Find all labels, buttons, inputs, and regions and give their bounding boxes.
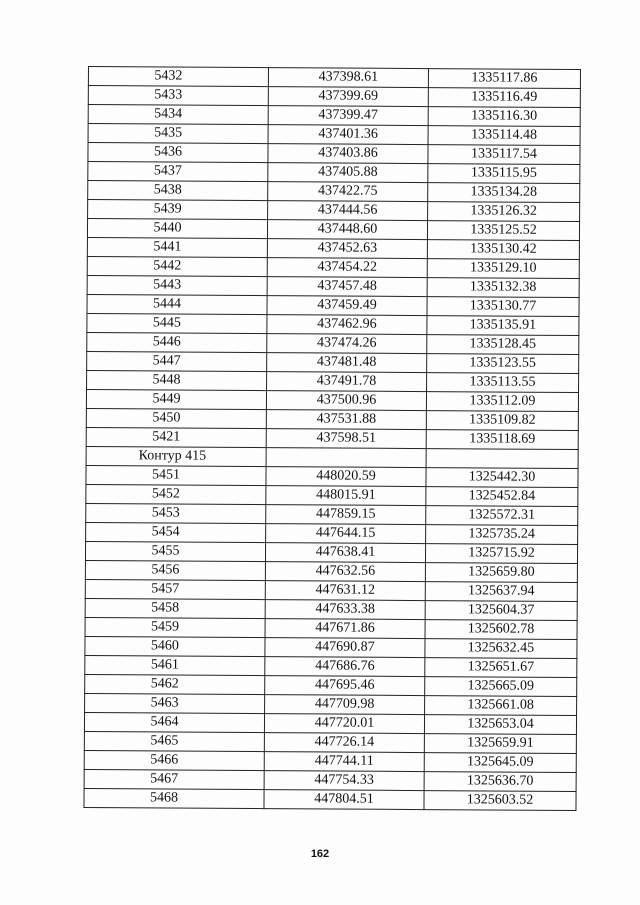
table-row xyxy=(88,86,580,108)
x-coordinate-cell: 437444.56 xyxy=(268,201,428,221)
x-coordinate-cell: 437462.96 xyxy=(267,315,427,335)
point-number-cell: 5434 xyxy=(88,105,268,125)
point-number-cell: 5459 xyxy=(85,617,265,637)
table-row xyxy=(84,750,576,772)
table-row xyxy=(86,484,578,506)
x-coordinate-cell: 447633.38 xyxy=(265,600,425,620)
y-coordinate-cell: 1335114.48 xyxy=(428,126,580,146)
table-row xyxy=(87,332,579,354)
x-coordinate-cell: 447754.33 xyxy=(264,771,424,791)
coordinates-table-body xyxy=(84,67,581,811)
y-coordinate-cell: 1335135.91 xyxy=(427,316,579,336)
contour-label: Контур 415 xyxy=(86,446,266,466)
point-number-cell: 5421 xyxy=(86,427,266,447)
y-coordinate-cell: 1335129.10 xyxy=(427,259,579,279)
y-coordinate-cell: 1325659.91 xyxy=(424,734,576,754)
table-row xyxy=(84,769,576,791)
table-row xyxy=(87,219,579,241)
x-coordinate-cell: 437531.88 xyxy=(266,410,426,430)
x-coordinate-cell: 447804.51 xyxy=(264,790,424,810)
y-coordinate-cell: 1335130.77 xyxy=(427,297,579,317)
x-coordinate-cell: 437481.48 xyxy=(267,353,427,373)
x-coordinate-cell: 447686.76 xyxy=(265,657,425,677)
x-coordinate-cell: 437474.26 xyxy=(267,334,427,354)
table-row xyxy=(88,200,580,222)
y-coordinate-cell: 1335117.86 xyxy=(428,69,580,89)
y-coordinate-cell: 1335130.42 xyxy=(427,240,579,260)
table-row xyxy=(88,67,580,89)
x-coordinate-cell: 437500.96 xyxy=(266,391,426,411)
point-number-cell: 5456 xyxy=(85,560,265,580)
x-coordinate-cell: 447690.87 xyxy=(265,638,425,658)
y-coordinate-cell: 1325604.37 xyxy=(425,601,577,621)
x-coordinate-cell: 447631.12 xyxy=(265,581,425,601)
point-number-cell: 5440 xyxy=(87,219,267,239)
point-number-cell: 5444 xyxy=(87,294,267,314)
table-row xyxy=(85,579,577,601)
y-coordinate-cell: 1325452.84 xyxy=(426,487,578,507)
contour-header-row xyxy=(86,446,578,468)
x-coordinate-cell: 437448.60 xyxy=(267,220,427,240)
y-coordinate-cell: 1335112.09 xyxy=(426,392,578,412)
table-row xyxy=(85,655,577,677)
x-coordinate-cell: 447632.56 xyxy=(265,562,425,582)
empty-cell xyxy=(426,449,578,469)
point-number-cell: 5467 xyxy=(84,769,264,789)
point-number-cell: 5455 xyxy=(85,541,265,561)
point-number-cell: 5439 xyxy=(88,200,268,220)
table-row xyxy=(87,294,579,316)
y-coordinate-cell: 1335109.82 xyxy=(426,411,578,431)
table-row xyxy=(87,351,579,373)
y-coordinate-cell: 1325637.94 xyxy=(425,582,577,602)
x-coordinate-cell: 437405.88 xyxy=(268,163,428,183)
table-row xyxy=(86,503,578,525)
table-row xyxy=(88,181,580,203)
y-coordinate-cell: 1335128.45 xyxy=(427,335,579,355)
point-number-cell: 5460 xyxy=(85,636,265,656)
point-number-cell: 5446 xyxy=(87,332,267,352)
y-coordinate-cell: 1325715.92 xyxy=(425,544,577,564)
table-row xyxy=(88,162,580,184)
point-number-cell: 5457 xyxy=(85,579,265,599)
x-coordinate-cell: 437398.61 xyxy=(268,68,428,88)
x-coordinate-cell: 437457.48 xyxy=(267,277,427,297)
point-number-cell: 5437 xyxy=(88,162,268,182)
x-coordinate-cell: 448015.91 xyxy=(266,486,426,506)
y-coordinate-cell: 1335125.52 xyxy=(427,221,579,241)
y-coordinate-cell: 1325659.80 xyxy=(425,563,577,583)
y-coordinate-cell: 1325645.09 xyxy=(424,753,576,773)
x-coordinate-cell: 437459.49 xyxy=(267,296,427,316)
table-row xyxy=(87,256,579,278)
y-coordinate-cell: 1335123.55 xyxy=(427,354,579,374)
table-row xyxy=(84,712,576,734)
table-row xyxy=(85,636,577,658)
point-number-cell: 5435 xyxy=(88,124,268,144)
x-coordinate-cell: 437452.63 xyxy=(267,239,427,259)
y-coordinate-cell: 1325653.04 xyxy=(424,715,576,735)
y-coordinate-cell: 1335126.32 xyxy=(428,202,580,222)
x-coordinate-cell: 447671.86 xyxy=(265,619,425,639)
point-number-cell: 5438 xyxy=(88,181,268,201)
x-coordinate-cell: 437598.51 xyxy=(266,429,426,449)
table-row xyxy=(87,370,579,392)
y-coordinate-cell: 1325603.52 xyxy=(424,791,576,811)
table-row xyxy=(85,617,577,639)
table-row xyxy=(88,143,580,165)
x-coordinate-cell: 437403.86 xyxy=(268,144,428,164)
x-coordinate-cell: 447720.01 xyxy=(264,714,424,734)
table-row xyxy=(86,427,578,449)
x-coordinate-cell: 447859.15 xyxy=(266,505,426,525)
x-coordinate-cell: 447709.98 xyxy=(265,695,425,715)
y-coordinate-cell: 1325661.08 xyxy=(425,696,577,716)
point-number-cell: 5463 xyxy=(85,693,265,713)
empty-cell xyxy=(266,448,426,468)
table-row xyxy=(87,275,579,297)
x-coordinate-cell: 447638.41 xyxy=(265,543,425,563)
table-row xyxy=(87,237,579,259)
table-row xyxy=(88,124,580,146)
point-number-cell: 5450 xyxy=(86,408,266,428)
y-coordinate-cell: 1325632.45 xyxy=(425,639,577,659)
y-coordinate-cell: 1325442.30 xyxy=(426,468,578,488)
point-number-cell: 5462 xyxy=(85,674,265,694)
table-row xyxy=(85,674,577,696)
x-coordinate-cell: 437491.78 xyxy=(267,372,427,392)
table-row xyxy=(84,788,576,810)
point-number-cell: 5432 xyxy=(88,67,268,87)
table-row xyxy=(85,598,577,620)
table-row xyxy=(85,693,577,715)
table-row xyxy=(85,560,577,582)
point-number-cell: 5449 xyxy=(86,389,266,409)
y-coordinate-cell: 1335118.69 xyxy=(426,430,578,450)
table-row xyxy=(86,465,578,487)
point-number-cell: 5445 xyxy=(87,313,267,333)
point-number-cell: 5453 xyxy=(86,503,266,523)
point-number-cell: 5465 xyxy=(84,731,264,751)
point-number-cell: 5442 xyxy=(87,256,267,276)
point-number-cell: 5443 xyxy=(87,275,267,295)
x-coordinate-cell: 447726.14 xyxy=(264,733,424,753)
y-coordinate-cell: 1335134.28 xyxy=(428,183,580,203)
x-coordinate-cell: 447744.11 xyxy=(264,752,424,772)
point-number-cell: 5436 xyxy=(88,143,268,163)
point-number-cell: 5466 xyxy=(84,750,264,770)
x-coordinate-cell: 437454.22 xyxy=(267,258,427,278)
x-coordinate-cell: 447695.46 xyxy=(265,676,425,696)
x-coordinate-cell: 447644.15 xyxy=(266,524,426,544)
table-row xyxy=(86,522,578,544)
y-coordinate-cell: 1335116.30 xyxy=(428,107,580,127)
table-row xyxy=(87,313,579,335)
point-number-cell: 5447 xyxy=(87,351,267,371)
x-coordinate-cell: 437401.36 xyxy=(268,125,428,145)
y-coordinate-cell: 1325602.78 xyxy=(425,620,577,640)
point-number-cell: 5441 xyxy=(87,237,267,257)
coordinates-table xyxy=(83,66,581,811)
y-coordinate-cell: 1325636.70 xyxy=(424,772,576,792)
point-number-cell: 5452 xyxy=(86,484,266,504)
point-number-cell: 5448 xyxy=(87,370,267,390)
point-number-cell: 5464 xyxy=(84,712,264,732)
y-coordinate-cell: 1325735.24 xyxy=(426,525,578,545)
point-number-cell: 5468 xyxy=(84,788,264,808)
table-row xyxy=(86,408,578,430)
x-coordinate-cell: 437422.75 xyxy=(268,182,428,202)
x-coordinate-cell: 448020.59 xyxy=(266,467,426,487)
y-coordinate-cell: 1335113.55 xyxy=(427,373,579,393)
y-coordinate-cell: 1325572.31 xyxy=(426,506,578,526)
point-number-cell: 5454 xyxy=(86,522,266,542)
table-row xyxy=(84,731,576,753)
table-row xyxy=(88,105,580,127)
x-coordinate-cell: 437399.47 xyxy=(268,106,428,126)
x-coordinate-cell: 437399.69 xyxy=(268,87,428,107)
point-number-cell: 5461 xyxy=(85,655,265,675)
y-coordinate-cell: 1325651.67 xyxy=(425,658,577,678)
point-number-cell: 5458 xyxy=(85,598,265,618)
table-row xyxy=(86,389,578,411)
y-coordinate-cell: 1335116.49 xyxy=(428,88,580,108)
table-row xyxy=(85,541,577,563)
point-number-cell: 5433 xyxy=(88,86,268,106)
y-coordinate-cell: 1335115.95 xyxy=(428,164,580,184)
page-number: 162 xyxy=(310,848,330,860)
y-coordinate-cell: 1325665.09 xyxy=(425,677,577,697)
point-number-cell: 5451 xyxy=(86,465,266,485)
y-coordinate-cell: 1335117.54 xyxy=(428,145,580,165)
y-coordinate-cell: 1335132.38 xyxy=(427,278,579,298)
